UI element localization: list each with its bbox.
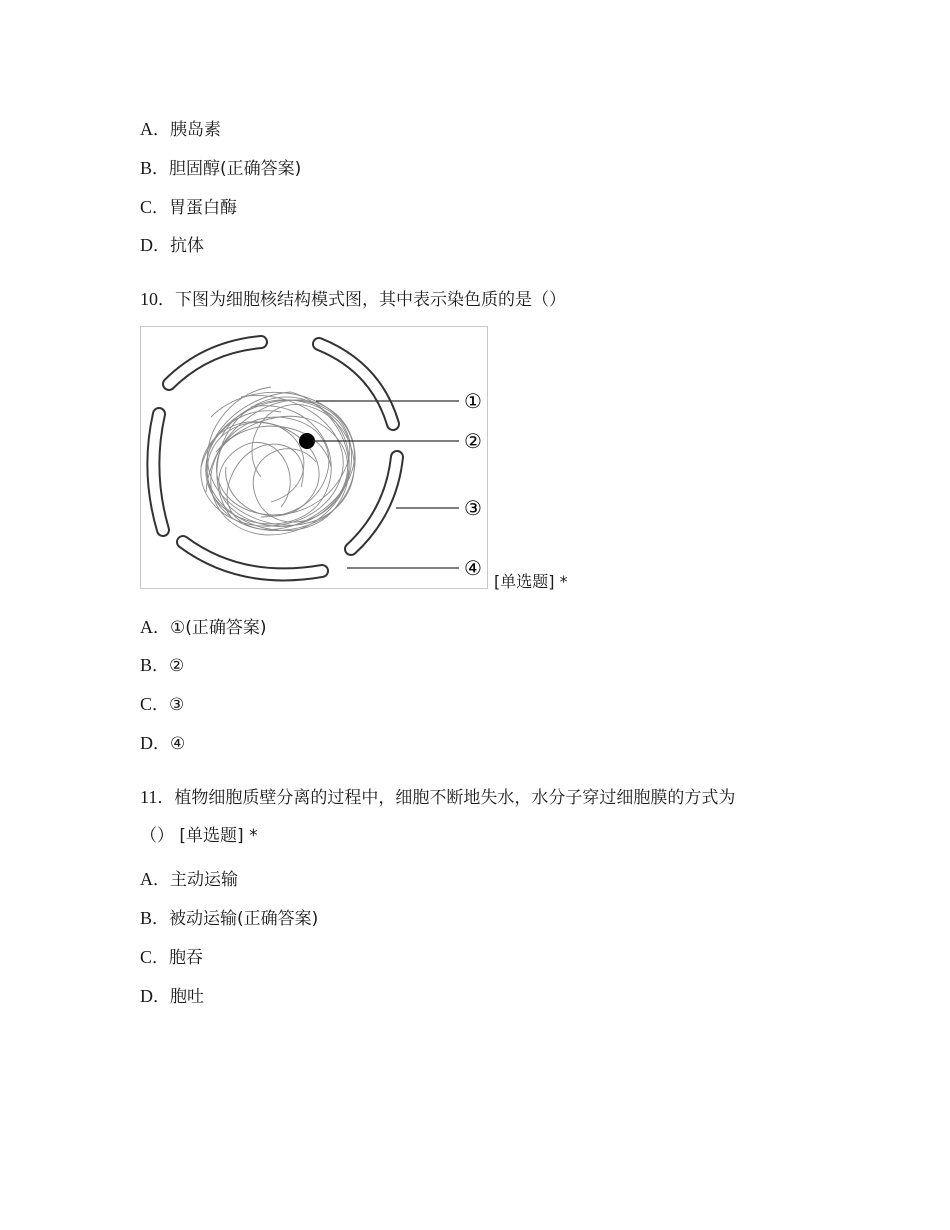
option-sep: ． [153, 618, 170, 638]
q9-option-c [140, 196, 237, 219]
option-text: ①(正确答案) [170, 618, 267, 638]
question-number: 10 [140, 289, 158, 309]
option-sep: ． [153, 734, 170, 754]
option-letter: D [140, 733, 153, 753]
nucleolus [299, 433, 315, 449]
q10-option-c [140, 693, 184, 716]
question-sep: ． [158, 290, 175, 310]
question-number: 11 [140, 787, 158, 807]
option-sep: ． [153, 870, 170, 890]
callout-4: ④ [464, 556, 482, 580]
envelope-segment-top-left [169, 342, 261, 384]
chromatin [201, 387, 355, 535]
q10-question-type: [单选题] * [494, 572, 568, 591]
option-text: 被动运输(正确答案) [169, 909, 319, 929]
option-letter: B [140, 158, 153, 178]
option-sep: ． [152, 656, 170, 676]
option-text: 胞吞 [169, 948, 204, 968]
option-letter: C [140, 197, 153, 217]
q9-option-a [140, 118, 221, 141]
q11-stem-line-2 [140, 825, 258, 847]
option-letter: B [140, 655, 153, 675]
nucleus-diagram [140, 326, 488, 589]
callout-3: ③ [464, 496, 482, 520]
option-text: ③ [169, 695, 185, 715]
q11-question-type: [单选题] * [179, 826, 258, 846]
option-letter: D [140, 986, 153, 1006]
option-sep: ． [153, 120, 170, 140]
option-letter: D [140, 235, 153, 255]
q11-option-c [140, 946, 203, 969]
q9-option-b [140, 157, 301, 180]
callout-1: ① [464, 389, 482, 413]
option-sep: ． [152, 948, 170, 968]
callout-labels [464, 389, 482, 580]
q11-option-a [140, 868, 238, 891]
nucleus-diagram-svg [141, 327, 489, 590]
option-letter: A [140, 617, 153, 637]
option-letter: A [140, 869, 153, 889]
option-text: ② [169, 656, 185, 676]
q9-option-d [140, 234, 204, 257]
option-sep: ． [152, 909, 170, 929]
option-sep: ． [152, 695, 170, 715]
option-letter: C [140, 947, 153, 967]
option-sep: ． [153, 236, 170, 256]
option-text: 主动运输 [170, 870, 238, 890]
envelope-segment-top-right [319, 344, 393, 424]
option-letter: A [140, 119, 153, 139]
q10-stem [140, 288, 566, 311]
option-sep: ． [152, 198, 170, 218]
q10-option-d [140, 732, 185, 755]
option-text: 胞吐 [170, 987, 204, 1007]
question-text-cont: （） [140, 826, 174, 846]
option-letter: B [140, 908, 153, 928]
option-text: 胰岛素 [170, 120, 221, 140]
option-text: 抗体 [170, 236, 204, 256]
envelope-segment-bottom [183, 542, 322, 574]
option-sep: ． [152, 159, 170, 179]
q11-stem-line-1 [140, 786, 735, 809]
option-text: 胃蛋白酶 [169, 198, 238, 218]
option-text: 胆固醇(正确答案) [169, 159, 302, 179]
q10-option-a [140, 616, 267, 639]
envelope-segment-left [153, 414, 163, 530]
option-text: ④ [170, 734, 186, 754]
q11-option-d [140, 985, 204, 1008]
nuclear-envelope [153, 342, 397, 574]
option-letter: C [140, 694, 153, 714]
q10-option-b [140, 654, 184, 677]
question-text: 下图为细胞核结构模式图，其中表示染色质的是（） [175, 290, 566, 310]
question-sep: ． [157, 788, 175, 808]
question-text: 植物细胞质壁分离的过程中，细胞不断地失水，水分子穿过细胞膜的方式为 [174, 788, 736, 808]
option-sep: ． [153, 987, 170, 1007]
q11-option-b [140, 907, 318, 930]
callout-2: ② [464, 429, 482, 453]
envelope-segment-right [351, 457, 397, 549]
